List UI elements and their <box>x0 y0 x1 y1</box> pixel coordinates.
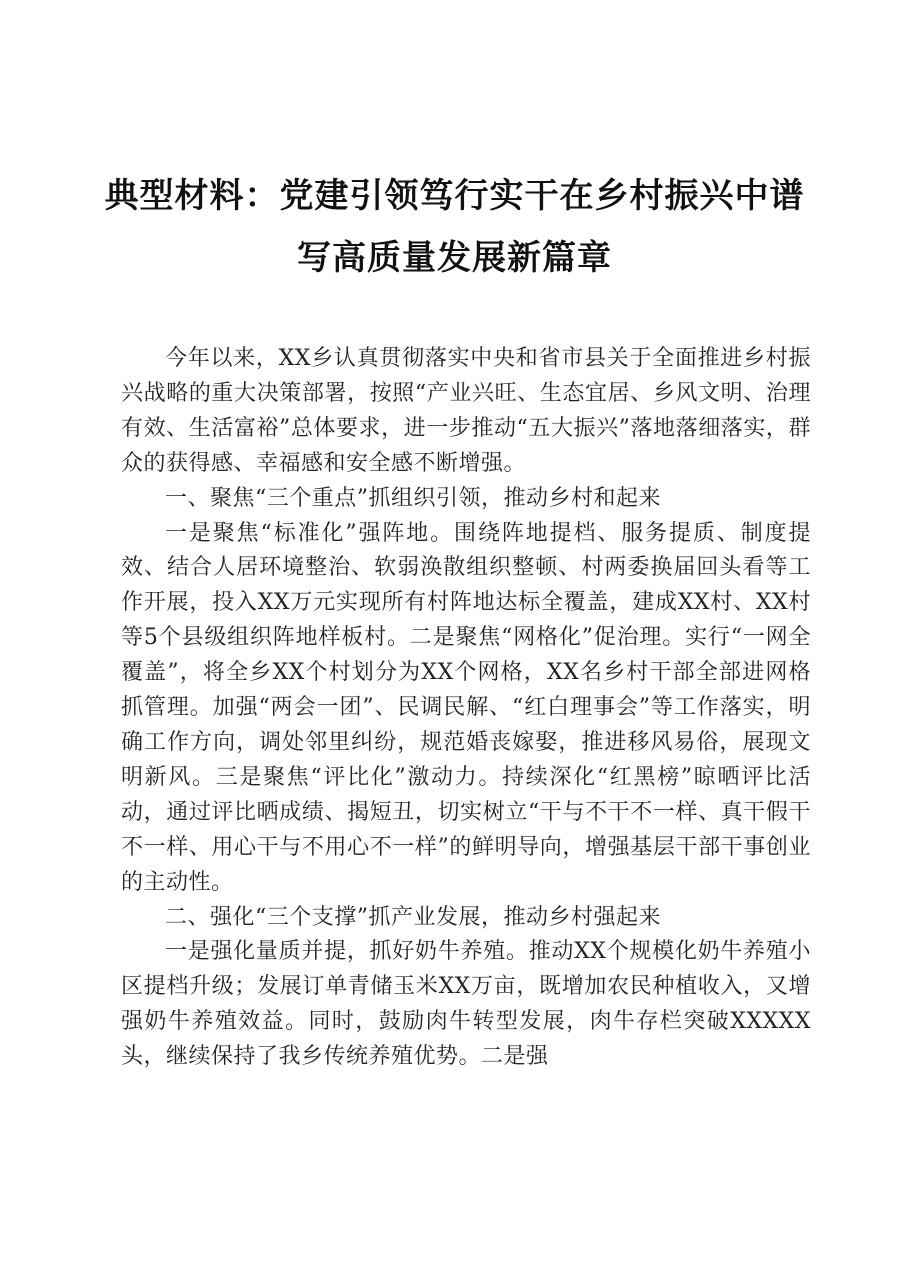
document-title-line-1: 典型材料：党建引领笃行实干在乡村振兴中谱 <box>104 176 805 216</box>
document-title-line-2: 写高质量发展新篇章 <box>297 238 612 278</box>
intro-paragraph: 今年以来，XX乡认真贯彻落实中央和省市县关于全面推进乡村振兴战略的重大决策部署，按照“产业兴旺、生态宜居、乡风文明、治理有效、生活富裕”总体要求，进一步推动“五大振兴”落地落细落实，群众的获得感、幸福感和安全感不断增强。 <box>121 346 811 476</box>
section-2-paragraph: 一是强化量质并提，抓好奶牛养殖。推动XX个规模化奶牛养殖小区提档升级；发展订单青储玉米XX万亩，既增加农民种植收入，又增强奶牛养殖效益。同时，鼓励肉牛转型发展，肉牛存栏突破XXXXX头，继续保持了我乡传统养殖优势。二是强 <box>121 939 811 1070</box>
section-heading-1: 一、聚焦“三个重点”抓组织引领，推动乡村和起来 <box>165 485 661 511</box>
document-body <box>121 342 811 1075</box>
section-1-paragraph: 一是聚焦“标准化”强阵地。围绕阵地提档、服务提质、制度提效、结合人居环境整治、软弱涣散组织整顿、村两委换届回头看等工作开展，投入XX万元实现所有村阵地达标全覆盖，建成XX村、XX村等5个县级组织阵地样板村。二是聚焦“网格化”促治理。实行“一网全覆盖”，将全乡XX个村划分为XX个网格，XX名乡村干部全部进网格抓管理。加强“两会一团”、民调民解、“红白理事会”等工作落实，明确工作方向，调处邻里纠纷，规范婚丧嫁娶，推进移风易俗，展现文明新风。三是聚焦“评比化”激动力。持续深化“红黑榜”晾晒评比活动，通过评比晒成绩、揭短丑，切实树立“干与不干不一样、真干假干不一样、用心干与不用心不一样”的鲜明导向，增强基层干部干事创业的主动性。 <box>121 520 811 895</box>
section-heading-2: 二、强化“三个支撑”抓产业发展，推动乡村强起来 <box>165 904 661 930</box>
